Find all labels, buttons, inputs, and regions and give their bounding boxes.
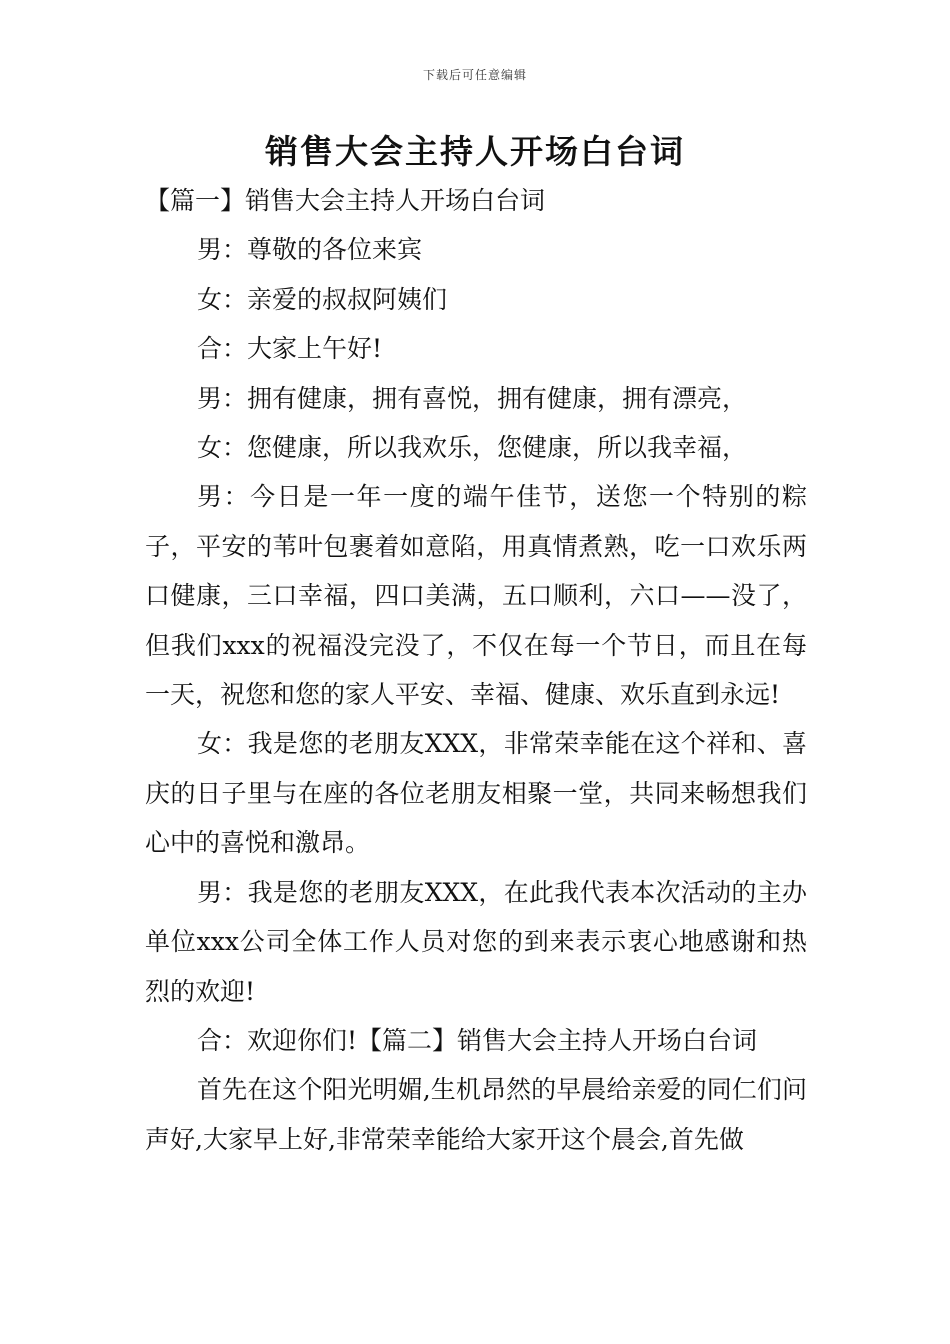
section-heading: 【篇一】销售大会主持人开场白台词 xyxy=(145,186,546,215)
paragraph: 女：您健康，所以我欢乐，您健康，所以我幸福， xyxy=(197,433,748,463)
paragraph: 合：大家上午好! xyxy=(197,334,383,364)
paragraph: 女：我是您的老朋友XXX，非常荣幸能在这个祥和、喜庆的日子里与在座的各位老朋友相聚一堂，共同来畅想我们心中的喜悦和激昂。 xyxy=(145,729,807,858)
paragraph: 合：欢迎你们!【篇二】销售大会主持人开场白台词 xyxy=(197,1025,758,1055)
paragraph: 男：尊敬的各位来宾 xyxy=(197,235,423,265)
paragraph: 女：亲爱的叔叔阿姨们 xyxy=(197,284,448,314)
document-body xyxy=(145,176,807,1164)
header-note: 下载后可任意编辑 xyxy=(422,68,527,82)
paragraph: 首先在这个阳光明媚,生机昂然的早晨给亲爱的同仁们问声好,大家早上好,非常荣幸能给大家开这个晨会,首先做 xyxy=(145,1075,807,1154)
paragraph: 男：我是您的老朋友XXX，在此我代表本次活动的主办单位xxx公司全体工作人员对您的到来表示衷心地感谢和热烈的欢迎! xyxy=(145,877,807,1006)
paragraph: 男：拥有健康，拥有喜悦，拥有健康，拥有漂亮， xyxy=(197,383,748,413)
paragraph: 男：今日是一年一度的端午佳节，送您一个特别的粽子，平安的苇叶包裹着如意陷，用真情煮熟，吃一口欢乐两口健康，三口幸福，四口美满，五口顺利，六口——没了，但我们xxx的祝福没完没了，不仅在每一个节日，而且在每一天，祝您和您的家人平安、幸福、健康、欢乐直到永远! xyxy=(145,482,807,710)
document-title: 销售大会主持人开场白台词 xyxy=(265,132,685,171)
